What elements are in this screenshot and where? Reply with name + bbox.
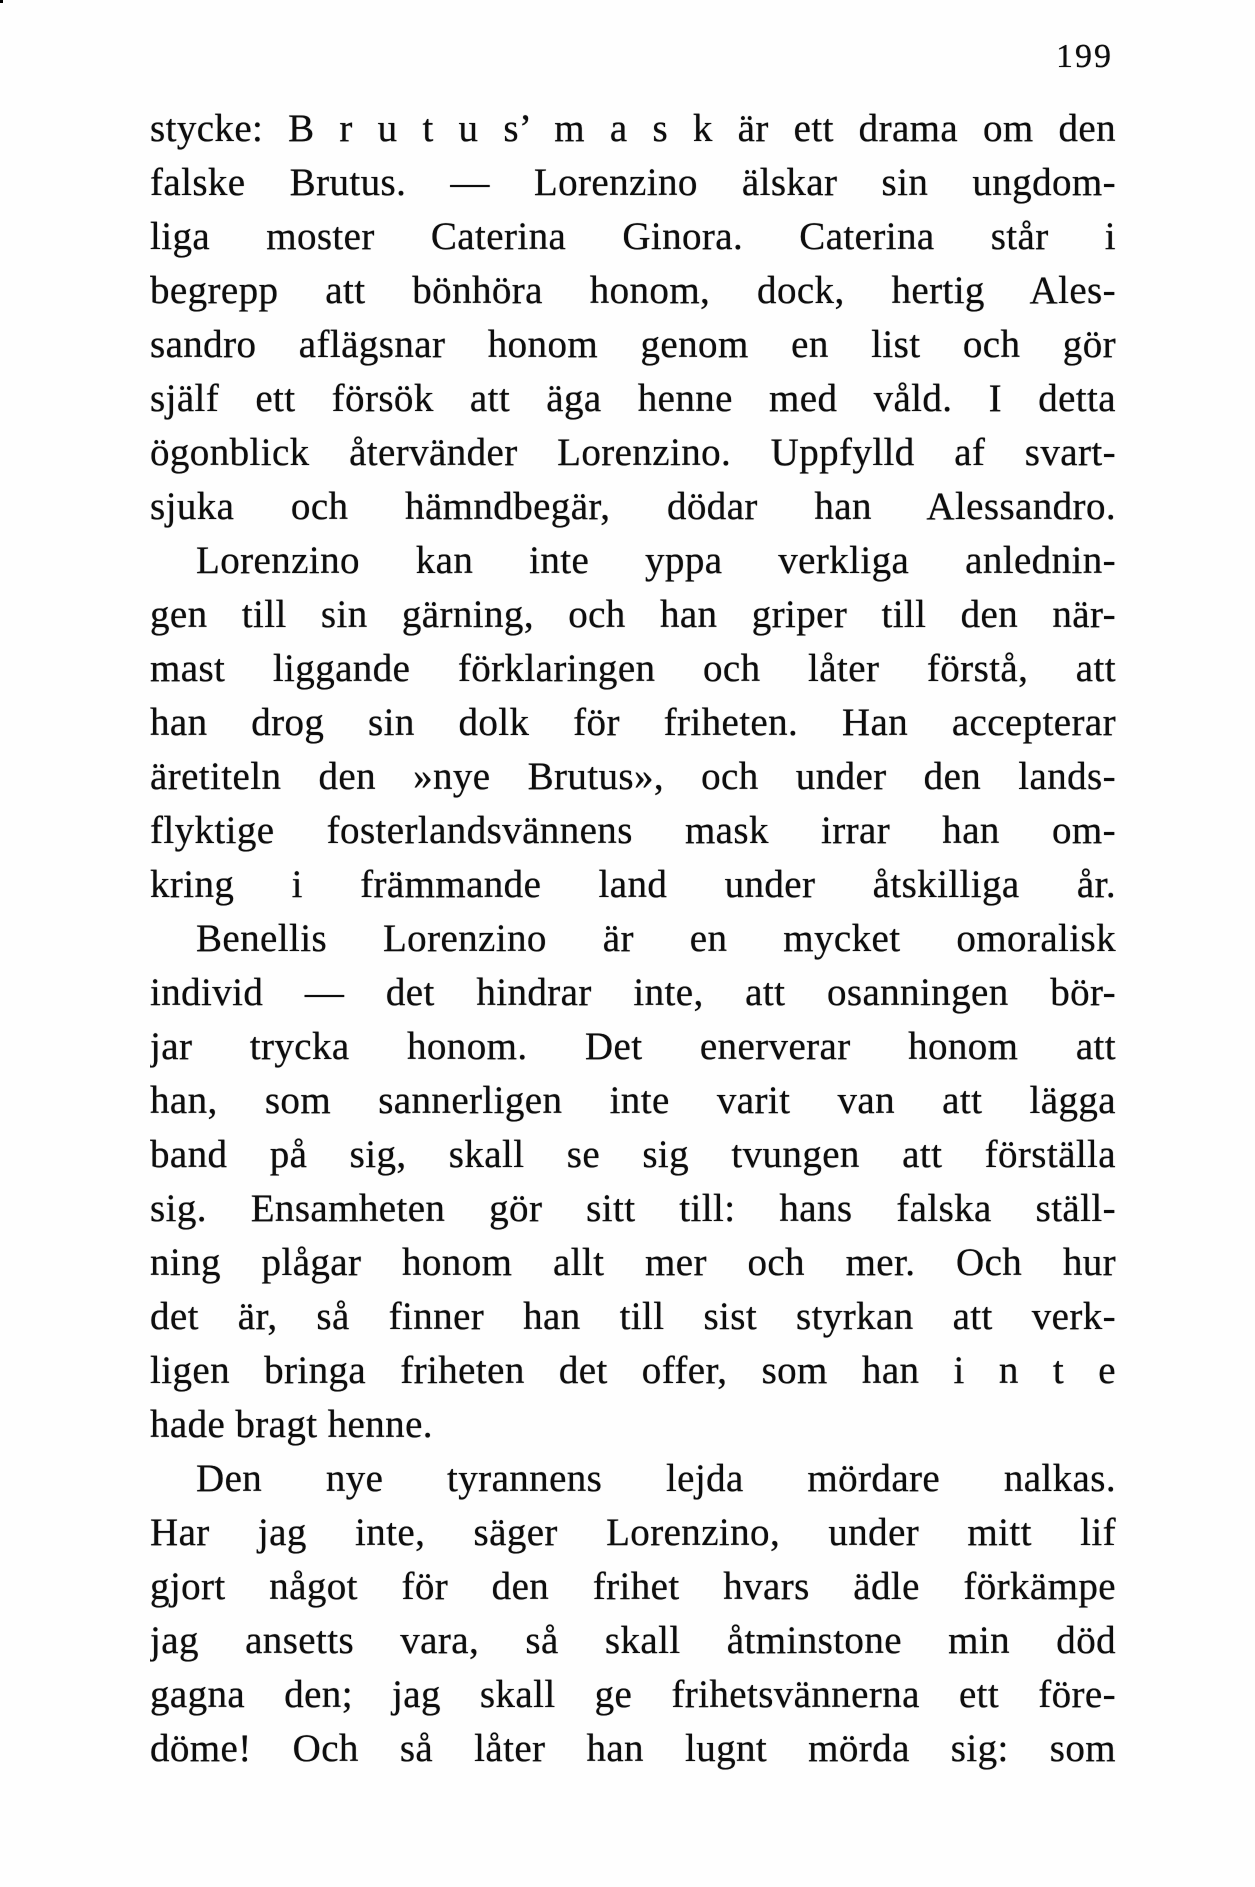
text-line: ögonblick återvänder Lorenzino. Uppfylld af svart-	[150, 431, 1116, 474]
text-line: individ — det hindrar inte, att osanningen bör-	[150, 971, 1116, 1014]
text-line: flyktige fosterlandsvännens mask irrar han om-	[150, 809, 1116, 852]
text-line: band på sig, skall se sig tvungen att förställa	[150, 1133, 1116, 1176]
text-line: stycke: B r u t u s’ m a s k är ett drama om den	[150, 107, 1116, 150]
text-line: ning plågar honom allt mer och mer. Och hur	[150, 1241, 1116, 1284]
text-line: falske Brutus. — Lorenzino älskar sin ungdom-	[150, 161, 1116, 204]
text-line: kring i främmande land under åtskilliga år.	[150, 863, 1116, 906]
text-line: det är, så finner han till sist styrkan att verk-	[150, 1295, 1116, 1338]
text-line: hade bragt henne.	[150, 1403, 433, 1446]
text-line: gjort något för den frihet hvars ädle förkämpe	[150, 1565, 1116, 1608]
text-line: han, som sannerligen inte varit van att lägga	[150, 1079, 1116, 1122]
page-text	[150, 102, 1116, 1776]
text-line: Den nye tyrannens lejda mördare nalkas.	[196, 1457, 1116, 1500]
text-line: begrepp att bönhöra honom, dock, hertig Ales-	[150, 269, 1116, 312]
text-line: jar trycka honom. Det enerverar honom att	[150, 1025, 1116, 1068]
text-line: sandro aflägsnar honom genom en list och gör	[150, 323, 1116, 366]
text-line: gagna den; jag skall ge frihetsvännerna ett före-	[150, 1673, 1116, 1716]
text-line: jag ansetts vara, så skall åtminstone min död	[150, 1619, 1116, 1662]
text-line: liga moster Caterina Ginora. Caterina står i	[150, 215, 1116, 258]
text-line: Lorenzino kan inte yppa verkliga anlednin-	[196, 539, 1116, 582]
scan-noise-bottom-left	[0, 0, 3, 3]
text-line: ligen bringa friheten det offer, som han i n t e	[150, 1349, 1116, 1392]
text-line: sjuka och hämndbegär, dödar han Alessandro.	[150, 485, 1116, 528]
text-line: äretiteln den »nye Brutus», och under den lands-	[150, 755, 1116, 798]
text-line: själf ett försök att äga henne med våld. I detta	[150, 377, 1116, 420]
text-line: döme! Och så låter han lugnt mörda sig: som	[150, 1727, 1116, 1770]
text-line: han drog sin dolk för friheten. Han accepterar	[150, 701, 1116, 744]
text-line: mast liggande förklaringen och låter förstå, att	[150, 647, 1116, 690]
text-line: gen till sin gärning, och han griper till den när-	[150, 593, 1116, 636]
text-line: Benellis Lorenzino är en mycket omoralisk	[196, 917, 1116, 960]
text-line: Har jag inte, säger Lorenzino, under mitt lif	[150, 1511, 1116, 1554]
page-number: 199	[1056, 38, 1113, 75]
text-line: sig. Ensamheten gör sitt till: hans falska ställ-	[150, 1187, 1116, 1230]
